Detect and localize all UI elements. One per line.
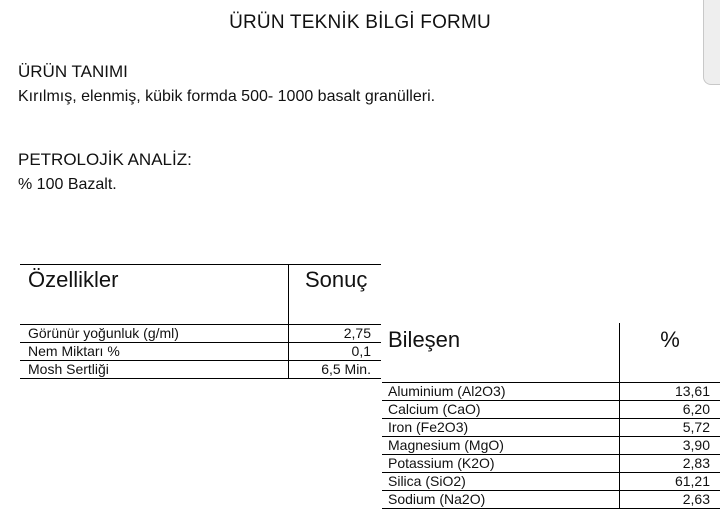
properties-header-property: Özellikler [20, 265, 289, 325]
component-name: Calcium (CaO) [382, 401, 620, 419]
table-row [20, 361, 381, 379]
product-definition-heading: ÜRÜN TANIMI [18, 62, 128, 81]
component-name: Iron (Fe2O3) [382, 419, 620, 437]
property-name: Mosh Sertliği [20, 361, 289, 379]
table-row [382, 437, 720, 455]
component-name: Magnesium (MgO) [382, 437, 620, 455]
component-name: Sodium (Na2O) [382, 491, 620, 509]
page-title: ÜRÜN TEKNİK BİLGİ FORMU [229, 12, 491, 33]
component-name: Silica (SiO2) [382, 473, 620, 491]
petrology-heading: PETROLOJİK ANALİZ: [18, 150, 192, 169]
component-value: 6,20 [620, 401, 720, 419]
component-value: 3,90 [620, 437, 720, 455]
component-value: 5,72 [620, 419, 720, 437]
component-value: 2,63 [620, 491, 720, 509]
petrology-text: % 100 Bazalt. [18, 176, 117, 193]
composition-header-percent: % [620, 323, 720, 383]
product-definition-text: Kırılmış, elenmiş, kübik formda 500- 1000 basalt granülleri. [18, 88, 436, 105]
table-row [382, 419, 720, 437]
property-name: Görünür yoğunluk (g/ml) [20, 325, 289, 343]
table-row [382, 491, 720, 509]
component-value: 13,61 [620, 383, 720, 401]
properties-table [20, 264, 381, 379]
component-name: Potassium (K2O) [382, 455, 620, 473]
table-row [20, 325, 381, 343]
table-row [382, 383, 720, 401]
property-name: Nem Miktarı % [20, 343, 289, 361]
component-value: 61,21 [620, 473, 720, 491]
table-row [20, 343, 381, 361]
properties-header-result: Sonuç [289, 265, 382, 325]
component-value: 2,83 [620, 455, 720, 473]
properties-header-row [20, 265, 381, 325]
table-row [382, 401, 720, 419]
property-value: 2,75 [289, 325, 382, 343]
table-row [382, 455, 720, 473]
composition-header-component: Bileşen [382, 323, 620, 383]
component-name: Aluminium (Al2O3) [382, 383, 620, 401]
composition-header-row [382, 323, 720, 383]
property-value: 6,5 Min. [289, 361, 382, 379]
property-value: 0,1 [289, 343, 382, 361]
table-row [382, 473, 720, 491]
composition-table [382, 323, 720, 509]
